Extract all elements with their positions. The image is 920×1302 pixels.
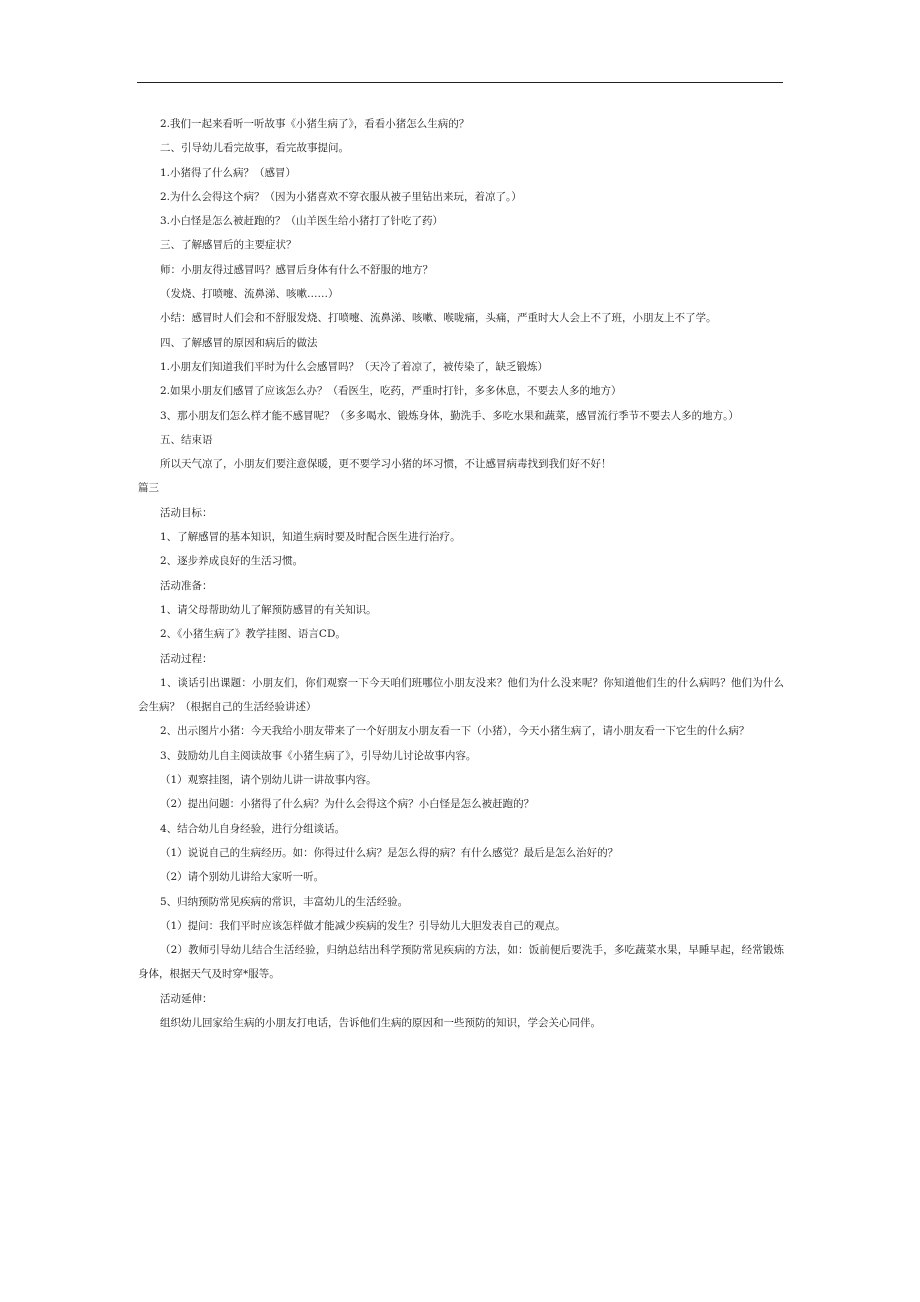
header-rule <box>137 82 783 83</box>
text-line: 2.为什么会得这个病？（因为小猪喜欢不穿衣服从被子里钻出来玩，着凉了。） <box>160 190 522 203</box>
section-heading: 活动目标： <box>160 506 213 519</box>
section-heading: 三、了解感冒后的主要症状？ <box>160 239 297 252</box>
text-line: （2）请个别幼儿讲给大家听一听。 <box>160 871 325 884</box>
text-line: 4、结合幼儿自身经验，进行分组谈话。 <box>160 822 346 835</box>
text-line: （2）提出问题：小猪得了什么病？为什么会得这个病？小白怪是怎么被赶跑的？ <box>160 798 535 811</box>
text-line: 1.小猪得了什么病？（感冒） <box>160 166 297 179</box>
section-heading: 活动过程： <box>160 652 213 665</box>
document-body <box>138 112 784 1035</box>
text-line: 师：小朋友得过感冒吗？感冒后身体有什么不舒服的地方？ <box>160 263 433 276</box>
text-line: 1、了解感冒的基本知识，知道生病时要及时配合医生进行治疗。 <box>160 531 461 544</box>
text-line: 1、请父母帮助幼儿了解预防感冒的有关知识。 <box>160 603 377 616</box>
text-line: （1）观察挂图，请个别幼儿讲一讲故事内容。 <box>160 774 377 787</box>
text-line: 3、那小朋友们怎么样才能不感冒呢？（多多喝水、锻炼身体，勤洗手、多吃水果和蔬菜，感冒流行季节不要去人多的地方。） <box>160 409 739 422</box>
section-heading: 五、结束语 <box>160 433 213 446</box>
text-line: 3.小白怪是怎么被赶跑的？（山羊医生给小猪打了针吃了药） <box>160 215 444 228</box>
section-heading: 四、了解感冒的原因和病后的做法 <box>160 336 318 349</box>
text-line: 组织幼儿回家给生病的小朋友打电话，告诉他们生病的原因和一些预防的知识，学会关心同伴。 <box>160 1016 601 1029</box>
text-line: 小结：感冒时人们会和不舒服发烧、打喷嚏、流鼻涕、咳嗽、喉咙痛，头痛，严重时大人会上不了班，小朋友上不了学。 <box>160 312 717 325</box>
section-heading: 活动准备： <box>160 579 213 592</box>
section-heading: 活动延伸： <box>160 992 213 1005</box>
text-line: 2、《小猪生病了》教学挂图、语言CD。 <box>160 628 346 641</box>
part-title: 篇三 <box>138 482 159 495</box>
text-line: 2.我们一起来看听一听故事《小猪生病了》，看看小猪怎么生病的？ <box>160 118 470 130</box>
text-line: 2、逐步养成良好的生活习惯。 <box>160 555 304 568</box>
text-line: 2、出示图片小猪：今天我给小朋友带来了一个好朋友小朋友看一下（小猪），今天小猪生病了，请小朋友看一下它生的什么病？ <box>160 725 750 738</box>
text-line: 2.如果小朋友们感冒了应该怎么办？（看医生，吃药，严重时打针，多多休息，不要去人多的地方） <box>160 385 622 398</box>
text-line: 3、鼓励幼儿自主阅读故事《小猪生病了》，引导幼儿讨论故事内容。 <box>160 749 477 762</box>
text-line: 1.小朋友们知道我们平时为什么会感冒吗？（天冷了着凉了，被传染了，缺乏锻炼） <box>160 360 549 373</box>
text-line: （发烧、打喷嚏、流鼻涕、咳嗽……） <box>160 288 339 301</box>
text-paragraph: 1、谈话引出课题：小朋友们，你们观察一下今天咱们班哪位小朋友没来？他们为什么没来呢？你知道他们生的什么病吗？他们为什么会生病？（根据自己的生活经验讲述） <box>138 676 784 714</box>
text-line: （1）提问：我们平时应该怎样做才能减少疾病的发生？引导幼儿大胆发表自己的观点。 <box>160 919 566 932</box>
text-line: （1）说说自己的生病经历。如：你得过什么病？是怎么得的病？有什么感觉？最后是怎么治好的？ <box>160 846 619 859</box>
text-line: 5、归纳预防常见疾病的常识，丰富幼儿的生活经验。 <box>160 895 409 908</box>
text-paragraph: （2）教师引导幼儿结合生活经验，归纳总结出科学预防常见疾病的方法，如：饭前便后要洗手，多吃蔬菜水果，早睡早起，经常锻炼身体，根据天气及时穿*服等。 <box>138 944 784 981</box>
section-heading: 二、引导幼儿看完故事，看完故事提问。 <box>160 142 349 155</box>
text-line: 所以天气凉了，小朋友们要注意保暖，更不要学习小猪的坏习惯，不让感冒病毒找到我们好不好！ <box>160 458 612 471</box>
